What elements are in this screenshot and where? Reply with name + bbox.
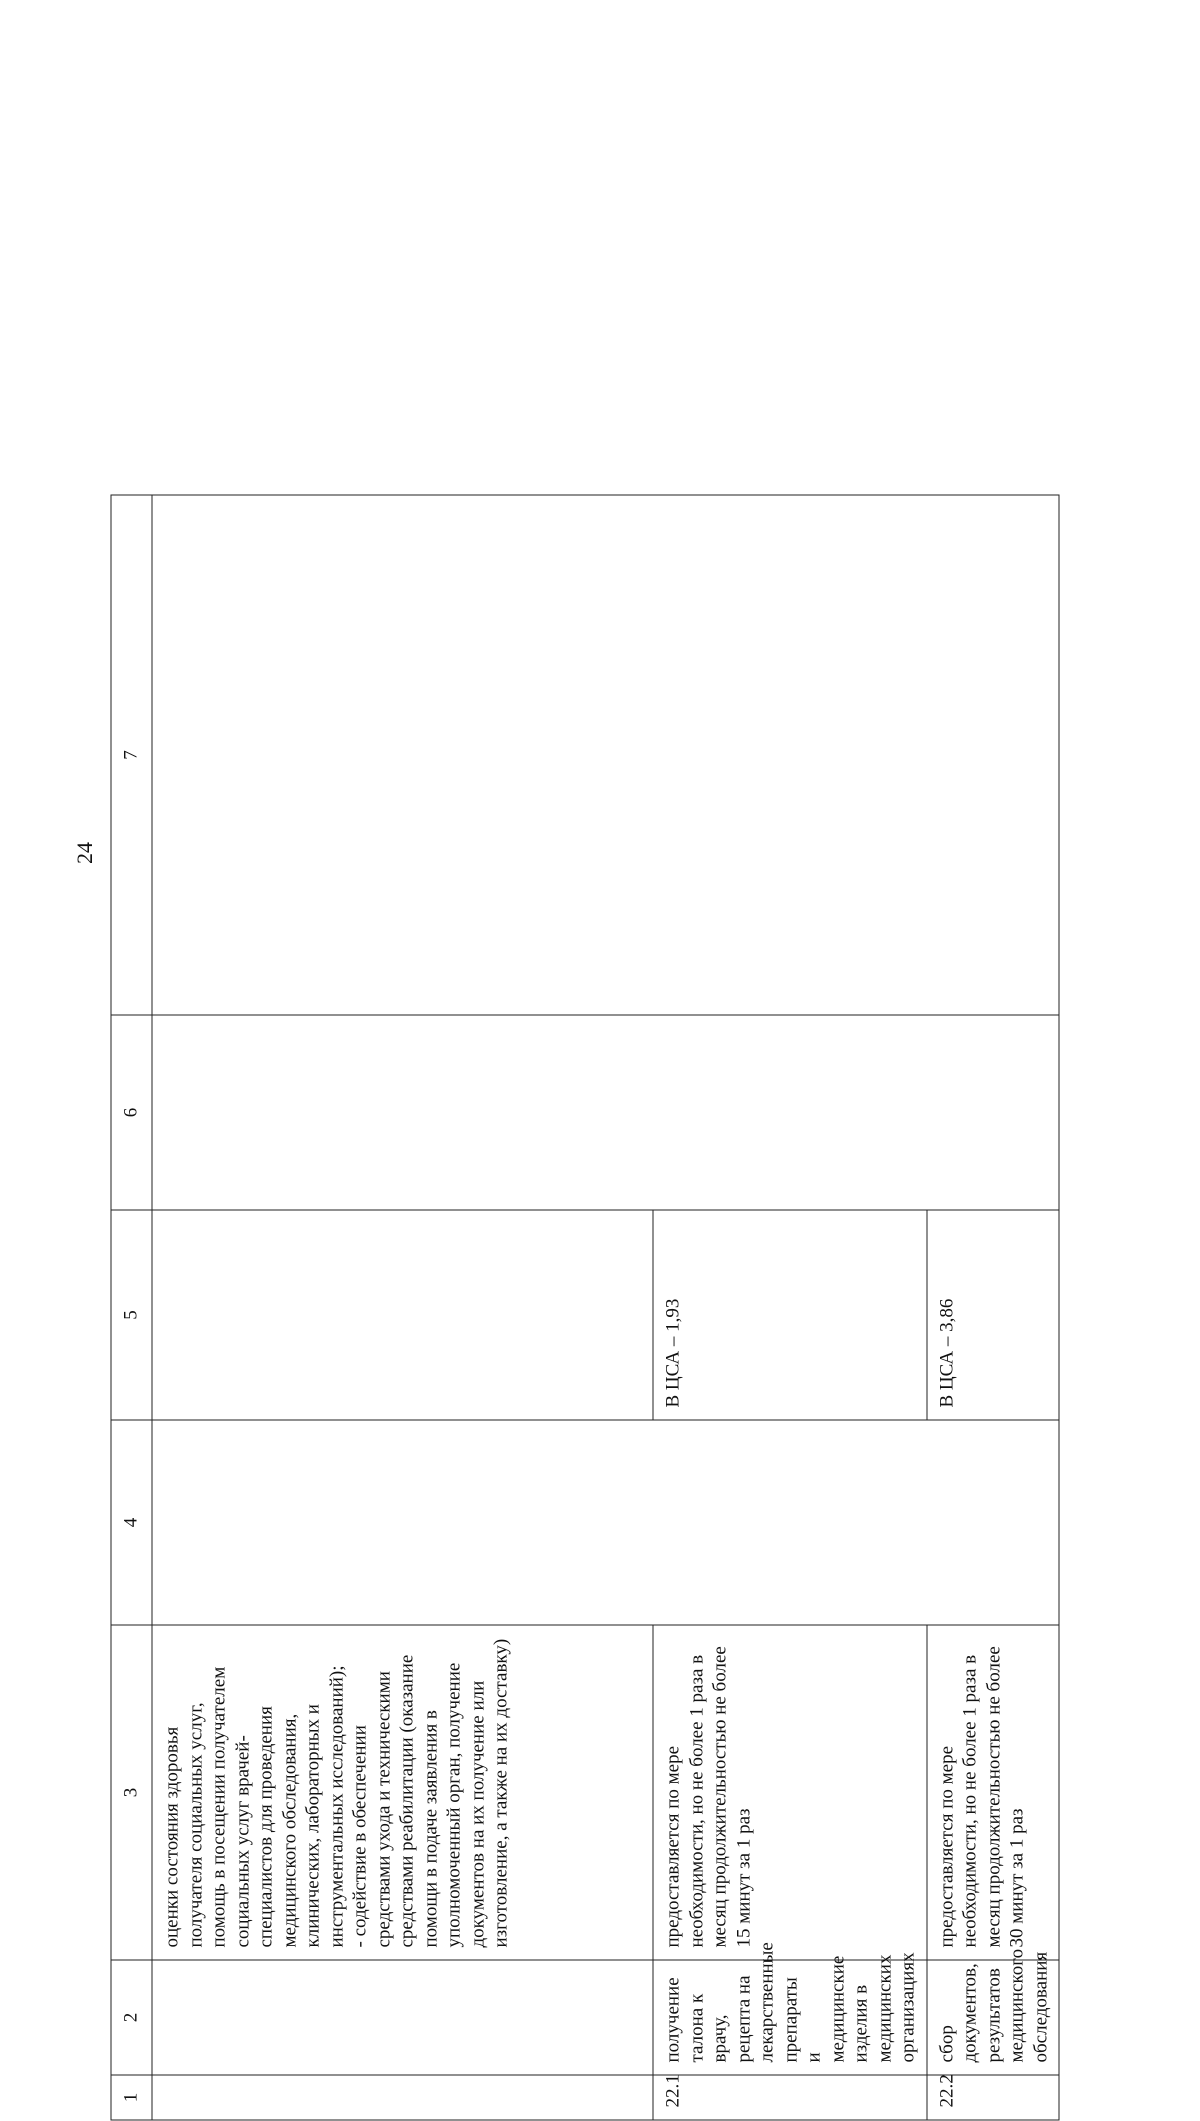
tariff-cell: В ЦСА – 1,93 xyxy=(653,1210,927,1420)
column-7-cell xyxy=(152,495,1059,1015)
services-table xyxy=(111,495,1060,2121)
row-number-cell: 22.2 xyxy=(927,2075,1060,2120)
row-number-cell: 22.1 xyxy=(653,2075,927,2120)
service-name-cell: получение талона к врачу, рецепта на лекарственные препараты и медицинские изделия в медицинских организациях xyxy=(653,1960,927,2075)
column-number-6: 6 xyxy=(111,1015,152,1210)
service-description-cell: предоставляется по мере необходимости, но не более 1 раза в месяц продолжительностью не более 30 минут за 1 раз xyxy=(927,1625,1060,1960)
column-number-1: 1 xyxy=(111,2075,152,2120)
column-number-7: 7 xyxy=(111,495,152,1015)
rotated-table-wrapper xyxy=(111,496,1051,2121)
column-number-3: 3 xyxy=(111,1625,152,1960)
service-name-cell xyxy=(152,1960,653,2075)
table-row xyxy=(152,495,653,2120)
column-4-cell xyxy=(152,1420,1059,1625)
column-number-2: 2 xyxy=(111,1960,152,2075)
column-number-4: 4 xyxy=(111,1420,152,1625)
column-number-5: 5 xyxy=(111,1210,152,1420)
row-number-cell xyxy=(152,2075,653,2120)
service-description-cell: оценки состояния здоровья получателя социальных услуг, помощь в посещении получателем социальных услуг врачей-специалистов для проведения медицинского обследования, клинических, лабораторных и инструментальных исследований); - содействие в обеспечении средствами ухода и техническими средствами реабилитации (оказание помощи в подаче заявления в уполномоченный орган, получение документов на их получение или изготовление, а также на их доставку) xyxy=(152,1625,653,1960)
column-5-cell xyxy=(152,1210,653,1420)
column-number-row xyxy=(111,495,152,2120)
column-6-cell xyxy=(152,1015,1059,1210)
service-name-cell: сбор документов, результатов медицинского обследования xyxy=(927,1960,1060,2075)
service-description-cell: предоставляется по мере необходимости, но не более 1 раза в месяц продолжительностью не более 15 минут за 1 раз xyxy=(653,1625,927,1960)
page-number: 24 xyxy=(72,842,97,864)
tariff-cell: В ЦСА – 3,86 xyxy=(927,1210,1060,1420)
